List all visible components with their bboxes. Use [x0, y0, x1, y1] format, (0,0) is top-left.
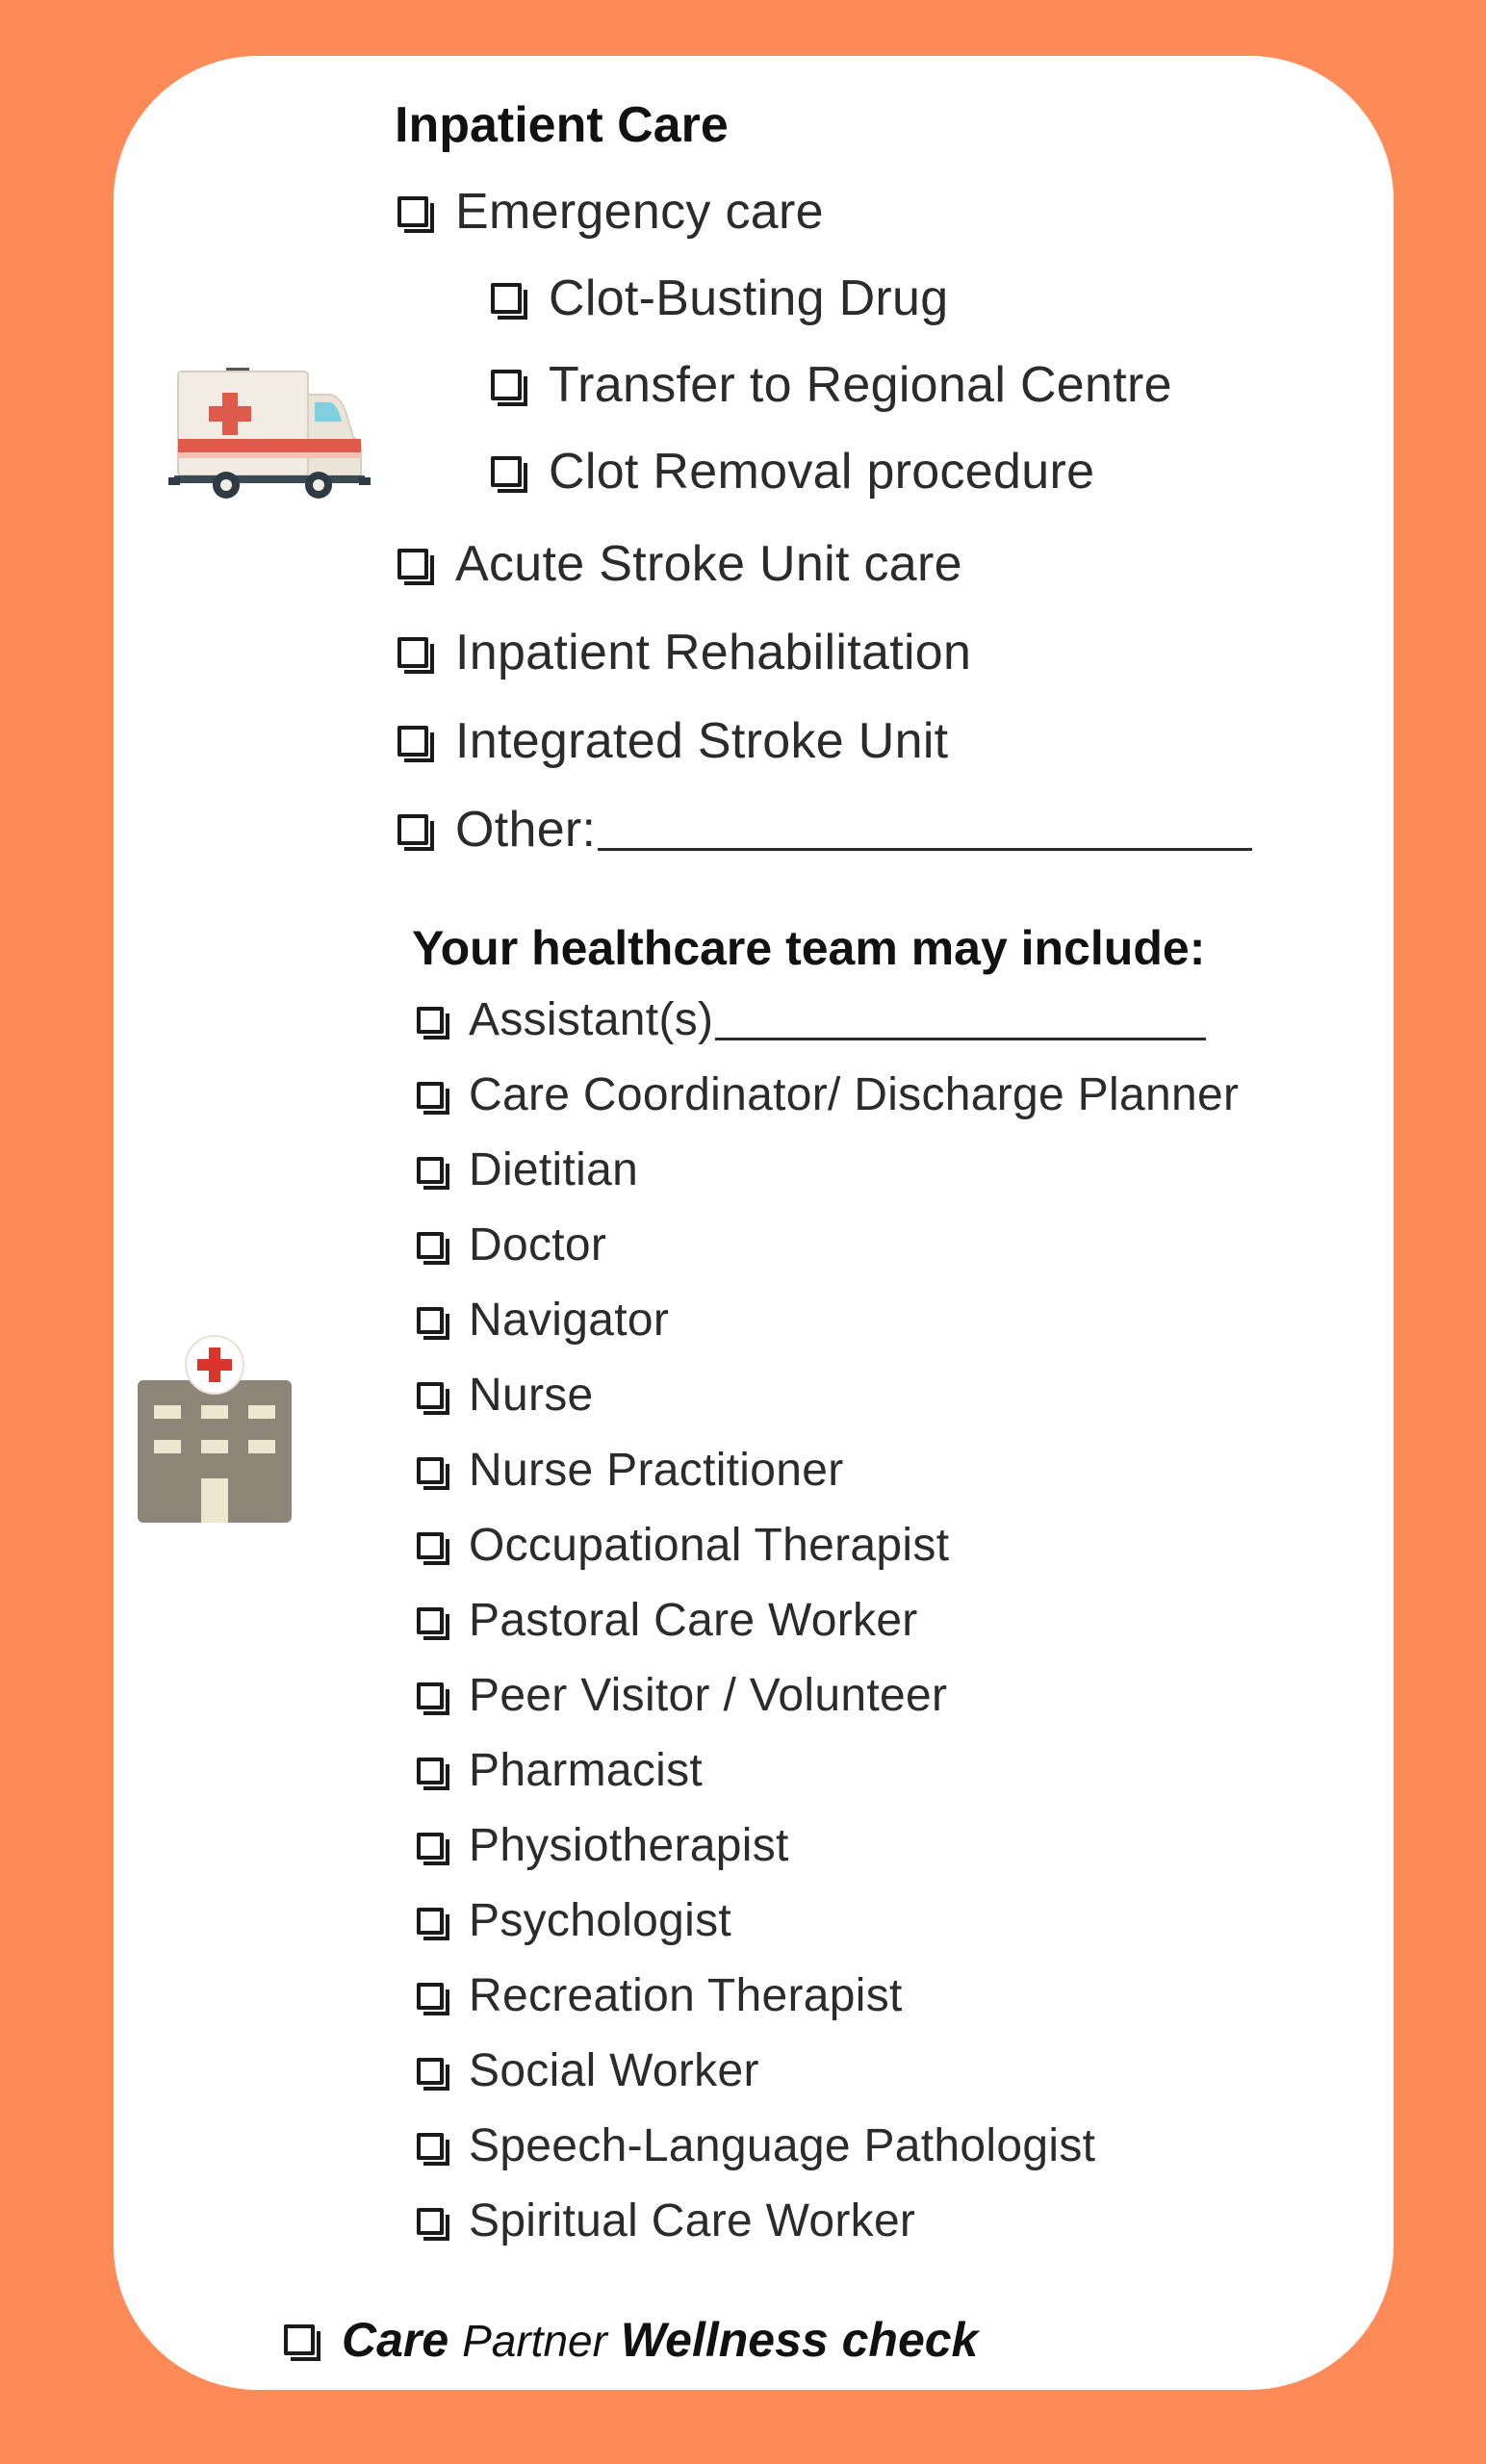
item-label: Clot-Busting Drug [549, 270, 949, 326]
team-list-item[interactable] [417, 1969, 903, 2022]
checkbox[interactable] [417, 1758, 444, 1784]
checkbox[interactable] [397, 814, 428, 845]
team-list-item[interactable] [417, 1068, 1239, 1121]
care-partner-wellness-check[interactable] [284, 2312, 978, 2368]
item-label: Assistant(s) [469, 994, 714, 1045]
checkbox[interactable] [417, 1307, 444, 1334]
checkbox[interactable] [417, 2208, 444, 2235]
checkbox[interactable] [397, 726, 428, 757]
item-label: Peer Visitor / Volunteer [469, 1670, 948, 1721]
ambulance-icon [168, 358, 371, 512]
team-list-item[interactable] [417, 1294, 669, 1347]
checklist-item[interactable] [397, 183, 824, 241]
team-list-item[interactable] [417, 1894, 731, 1947]
wellness-label-part1: Care [342, 2313, 449, 2367]
checkbox[interactable] [491, 283, 522, 314]
item-label: Transfer to Regional Centre [549, 357, 1172, 413]
checkbox[interactable] [417, 1457, 444, 1484]
item-label: Pharmacist [469, 1745, 704, 1796]
checklist-item[interactable] [397, 712, 948, 770]
item-label: Navigator [469, 1295, 670, 1346]
item-label: Nurse [469, 1370, 594, 1421]
item-label: Speech-Language Pathologist [469, 2120, 1096, 2171]
checkbox[interactable] [284, 2324, 315, 2355]
inpatient-care-heading: Inpatient Care [395, 97, 729, 153]
item-label: Doctor [469, 1219, 607, 1270]
item-label: Acute Stroke Unit care [455, 536, 962, 592]
checkbox[interactable] [417, 1908, 444, 1935]
item-label: Care Coordinator/ Discharge Planner [469, 1069, 1240, 1120]
healthcare-team-heading: Your healthcare team may include: [412, 921, 1206, 975]
team-list-item[interactable] [417, 1669, 947, 1722]
checkbox[interactable] [417, 2058, 444, 2085]
team-list-item[interactable] [417, 2119, 1095, 2172]
item-label: Other: [455, 802, 597, 858]
hospital-icon [133, 1334, 296, 1527]
checkbox[interactable] [417, 1682, 444, 1709]
item-label: Inpatient Rehabilitation [455, 625, 972, 680]
team-list-item[interactable] [417, 1819, 789, 1872]
wellness-label-part2: Partner [462, 2316, 607, 2366]
team-list-item[interactable] [417, 993, 1206, 1046]
team-list-item[interactable] [417, 1219, 606, 1271]
checklist-item[interactable] [397, 535, 962, 593]
team-list-item[interactable] [417, 1594, 918, 1647]
checkbox[interactable] [417, 1007, 444, 1034]
item-label: Social Worker [469, 2045, 759, 2096]
item-label: Dietitian [469, 1144, 639, 1195]
item-label: Pastoral Care Worker [469, 1595, 918, 1646]
checkbox[interactable] [417, 1833, 444, 1860]
team-list-item[interactable] [417, 1369, 594, 1422]
checkbox[interactable] [417, 1607, 444, 1634]
team-list-item[interactable] [417, 2194, 915, 2247]
team-list-item[interactable] [417, 2044, 759, 2097]
team-list-item[interactable] [417, 1744, 703, 1797]
checkbox[interactable] [417, 1382, 444, 1409]
wellness-label-part3: Wellness check [620, 2313, 979, 2367]
item-label: Spiritual Care Worker [469, 2195, 916, 2246]
checkbox[interactable] [397, 549, 428, 579]
team-list-item[interactable] [417, 1444, 844, 1497]
item-label: Physiotherapist [469, 1820, 789, 1871]
item-label: Nurse Practitioner [469, 1445, 844, 1496]
team-list-item[interactable] [417, 1143, 638, 1196]
item-label: Recreation Therapist [469, 1970, 903, 2021]
team-list-item[interactable] [417, 1519, 949, 1572]
checkbox[interactable] [417, 1157, 444, 1184]
assistant-fill-in-line[interactable] [715, 999, 1206, 1040]
checkbox[interactable] [417, 1532, 444, 1559]
checkbox[interactable] [491, 370, 522, 400]
item-label: Clot Removal procedure [549, 444, 1095, 500]
checkbox[interactable] [491, 456, 522, 487]
checkbox[interactable] [417, 1232, 444, 1259]
checkbox[interactable] [417, 2133, 444, 2160]
other-fill-in-line[interactable] [598, 809, 1252, 851]
item-label: Occupational Therapist [469, 1520, 950, 1571]
wellness-check-label [342, 2312, 978, 2368]
checklist-item[interactable] [491, 443, 1094, 500]
item-label: Emergency care [455, 184, 824, 240]
checklist-item[interactable] [491, 270, 949, 327]
checklist-item-other[interactable] [397, 801, 1252, 859]
checkbox[interactable] [397, 196, 428, 227]
checkbox[interactable] [397, 637, 428, 668]
checklist-item[interactable] [397, 624, 971, 681]
item-label: Psychologist [469, 1895, 732, 1946]
checklist-item[interactable] [491, 356, 1172, 414]
checkbox[interactable] [417, 1082, 444, 1109]
checkbox[interactable] [417, 1983, 444, 2010]
item-label: Integrated Stroke Unit [455, 713, 949, 769]
